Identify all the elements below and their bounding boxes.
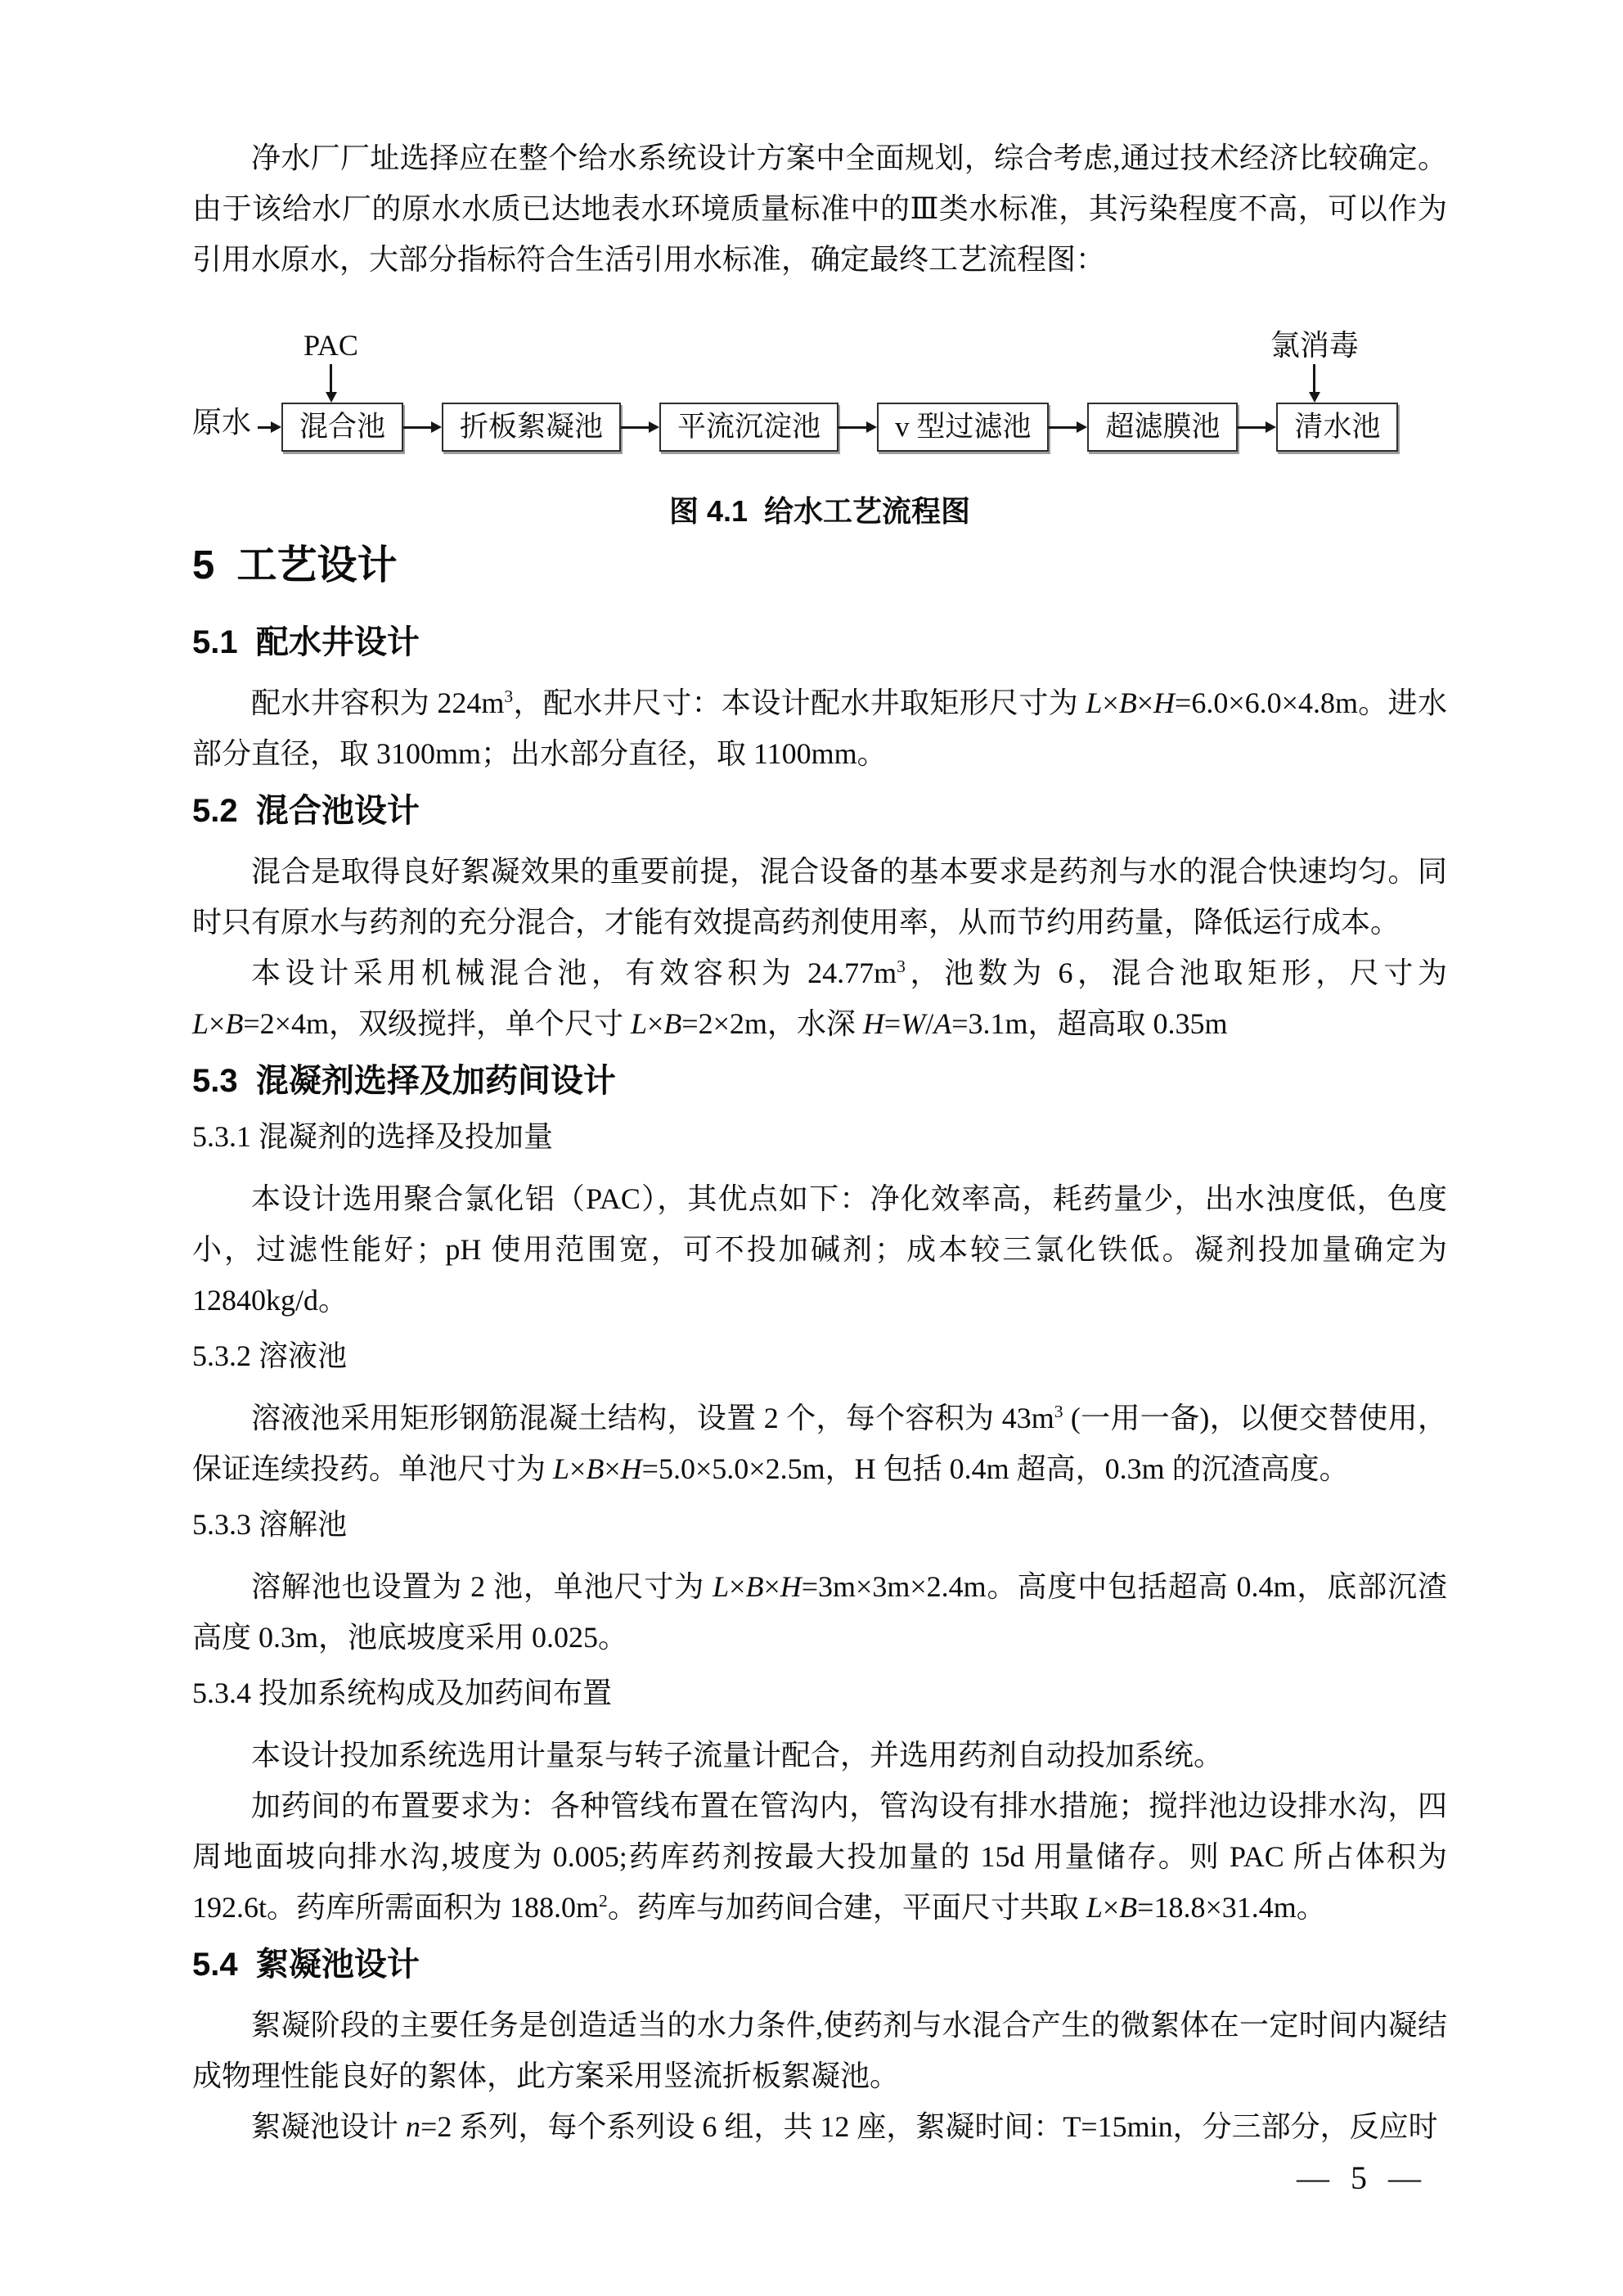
- section-5-4-heading: 5.4 絮凝池设计: [192, 1947, 420, 1983]
- section-5-1-paragraph: 配水井容积为 $224m^3$，配水井尺寸：本设计配水井取矩形尺寸为 L×B×H=6.0×6.0×4.8m。进水部分直径，取 3100mm；出水部分直径，取 1100mm。: [192, 687, 1447, 770]
- section-5-heading: 5 工艺设计: [192, 543, 398, 588]
- section-5-3-2-heading: 5.3.2 溶液池: [192, 1339, 348, 1372]
- flow-node-folded-plate-flocculation-tank: 折板絮凝池: [442, 403, 621, 452]
- section-5-3-4-heading: 5.3.4 投加系统构成及加药间布置: [192, 1677, 613, 1709]
- flow-source-label: 原水: [192, 406, 252, 439]
- section-5-3-4-paragraph-1: 本设计投加系统选用计量泵与转子流量计配合，并选用药剂自动投加系统。: [251, 1739, 1224, 1772]
- section-5-2-paragraph-1: 混合是取得良好絮凝效果的重要前提，混合设备的基本要求是药剂与水的混合快速均匀。同时只有原水与药剂的充分混合，才能有效提高药剂使用率，从而节约用药量，降低运行成本。: [192, 855, 1447, 939]
- section-5-3-4-paragraph-2: 加药间的布置要求为：各种管线布置在管沟内，管沟设有排水措施；搅拌池边设排水沟，四周地面坡向排水沟,坡度为 0.005;药库药剂按最大投加量的 15d 用量储存。则 PAC 所占体积为 192.6t。药库所需面积为 $188.0m^2$。药库与加药间合建，平面尺寸共取 L×B=18.8×31.4m。: [192, 1790, 1447, 1924]
- section-5-3-2-paragraph: 溶液池采用矩形钢筋混凝土结构，设置 2 个，每个容积为 $43m^3$ (一用一备)，以便交替使用，保证连续投药。单池尺寸为 L×B×H=5.0×5.0×2.5m，H 包括 0.4m 超高，0.3m 的沉渣高度。: [192, 1402, 1447, 1485]
- chlorine-label: 氯消毒: [1270, 329, 1359, 362]
- down-arrow-icon: [326, 364, 337, 403]
- section-5-3-heading: 5.3 混凝剂选择及加药间设计: [192, 1063, 616, 1099]
- flow-arrow-icon: [838, 421, 877, 433]
- section-5-1-heading: 5.1 配水井设计: [192, 624, 420, 660]
- flow-node-clear-water-tank: 清水池: [1276, 403, 1398, 452]
- section-5-3-3-heading: 5.3.3 溶解池: [192, 1508, 348, 1541]
- intro-paragraph: 净水厂厂址选择应在整个给水系统设计方案中全面规划，综合考虑,通过技术经济比较确定。由于该给水厂的原水水质已达地表水环境质量标准中的Ⅲ类水标准，其污染程度不高，可以作为引用水原水，大部分指标符合生活引用水标准，确定最终工艺流程图：: [192, 142, 1447, 276]
- flow-arrow-icon: [1049, 421, 1087, 433]
- section-5-3-1-paragraph: 本设计选用聚合氯化铝（PAC），其优点如下：净化效率高，耗药量少，出水浊度低，色度小，过滤性能好；pH 使用范围宽，可不投加碱剂；成本较三氯化铁低。凝剂投加量确定为 12840kg/d。: [192, 1182, 1447, 1317]
- flow-node-mixing-tank: 混合池: [281, 403, 403, 452]
- flow-node-ultrafiltration-membrane-tank: 超滤膜池: [1087, 403, 1238, 452]
- section-5-4-paragraph-1: 絮凝阶段的主要任务是创造适当的水力条件,使药剂与水混合产生的微絮体在一定时间内凝结成物理性能良好的絮体，此方案采用竖流折板絮凝池。: [192, 2009, 1447, 2092]
- section-5-2-heading: 5.2 混合池设计: [192, 793, 420, 829]
- page-number: — 5 —: [1297, 2159, 1421, 2196]
- section-5-3-3-paragraph: 溶解池也设置为 2 池，单池尺寸为 L×B×H=3m×3m×2.4m。高度中包括超高 0.4m，底部沉渣高度 0.3m，池底坡度采用 0.025。: [192, 1570, 1447, 1654]
- flow-arrow-icon: [1238, 421, 1276, 433]
- flow-arrow-icon: [621, 421, 659, 433]
- flow-node-col-ultrafiltration: [1087, 324, 1238, 452]
- flow-node-col-mixing: [281, 324, 403, 452]
- chlorine-disinfection-annotation: [1270, 324, 1359, 403]
- flow-arrow-icon: [258, 421, 281, 433]
- section-5-4-paragraph-2: 絮凝池设计 n=2 系列，每个系列设 6 组，共 12 座，絮凝时间：T=15min，分三部分，反应时: [251, 2110, 1438, 2143]
- pac-label: PAC: [303, 329, 358, 362]
- section-5-2-paragraph-2: 本设计采用机械混合池，有效容积为 $24.77m^3$，池数为 6，混合池取矩形，尺寸为 L×B=2×4m，双级搅拌，单个尺寸 L×B=2×2m，水深 H=W/A=3.1m，超高取 0.35m: [192, 957, 1447, 1040]
- process-flow-diagram: [192, 324, 1447, 452]
- flow-node-v-type-filter-tank: v 型过滤池: [877, 403, 1049, 452]
- flow-arrow-icon: [403, 421, 442, 433]
- pac-dosing-annotation: [303, 324, 358, 403]
- flow-node-horizontal-sedimentation-tank: 平流沉淀池: [659, 403, 838, 452]
- section-5-3-1-heading: 5.3.1 混凝剂的选择及投加量: [192, 1120, 554, 1153]
- flow-node-col-flocculation: [442, 324, 621, 452]
- flow-row: [192, 324, 1447, 452]
- flow-node-col-sedimentation: [659, 324, 838, 452]
- figure-caption: 图 4.1 给水工艺流程图: [668, 494, 971, 528]
- flow-node-col-filter: [877, 324, 1049, 452]
- flow-node-col-clear-water: [1270, 324, 1398, 452]
- down-arrow-icon: [1309, 364, 1320, 403]
